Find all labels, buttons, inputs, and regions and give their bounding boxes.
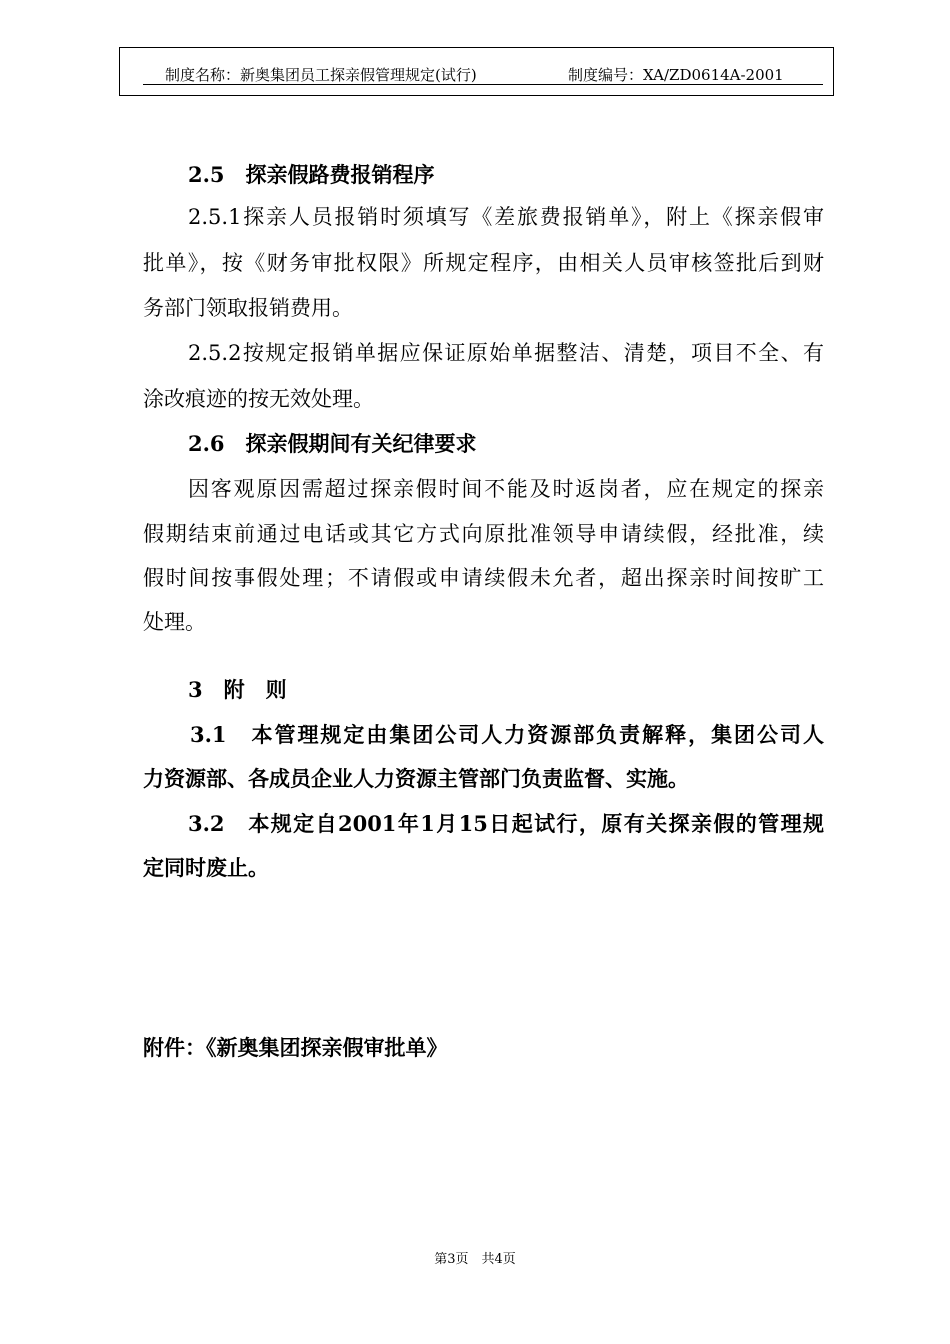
paragraph-2-5-1-line-1: 2.5.1探亲人员报销时须填写《差旅费报销单》，附上《探亲假审 [188,205,824,229]
attachment-note: 附件：《新奥集团探亲假审批单》 [143,1035,448,1060]
paragraph-2-5-2-line-2: 涂改痕迹的按无效处理。 [143,387,374,411]
paragraph-2-5-1-line-2: 批单》，按《财务审批权限》所规定程序，由相关人员审核签批后到财 [143,251,824,275]
paragraph-2-6-line-4: 处理。 [143,610,206,634]
regulation-title: 制度名称：新奥集团员工探亲假管理规定(试行) [165,66,477,84]
section-3-heading: 3 附 则 [188,677,287,702]
paragraph-3-1-line-2: 力资源部、各成员企业人力资源主管部门负责监督、实施。 [143,766,689,791]
section-2-5-heading: 2.5 探亲假路费报销程序 [188,162,435,187]
paragraph-2-5-1-line-3: 务部门领取报销费用。 [143,296,353,320]
paragraph-2-5-2-line-1: 2.5.2按规定报销单据应保证原始单据整洁、清楚，项目不全、有 [188,341,824,365]
paragraph-3-1-line-1: 3.1 本管理规定由集团公司人力资源部负责解释，集团公司人 [190,722,824,747]
paragraph-3-2-line-2: 定同时废止。 [143,855,269,880]
paragraph-3-2-line-1: 3.2 本规定自2001年1月15日起试行，原有关探亲假的管理规 [188,811,824,836]
page-number: 第3页 共4页 [434,1252,516,1267]
section-2-6-heading: 2.6 探亲假期间有关纪律要求 [188,431,477,456]
paragraph-2-6-line-3: 假时间按事假处理；不请假或申请续假未允者，超出探亲时间按旷工 [143,566,824,590]
paragraph-2-6-line-2: 假期结束前通过电话或其它方式向原批准领导申请续假，经批准，续 [143,522,824,546]
regulation-code: 制度编号：XA/ZD0614A-2001 [568,66,784,84]
paragraph-2-6-line-1: 因客观原因需超过探亲假时间不能及时返岗者，应在规定的探亲 [188,477,824,501]
